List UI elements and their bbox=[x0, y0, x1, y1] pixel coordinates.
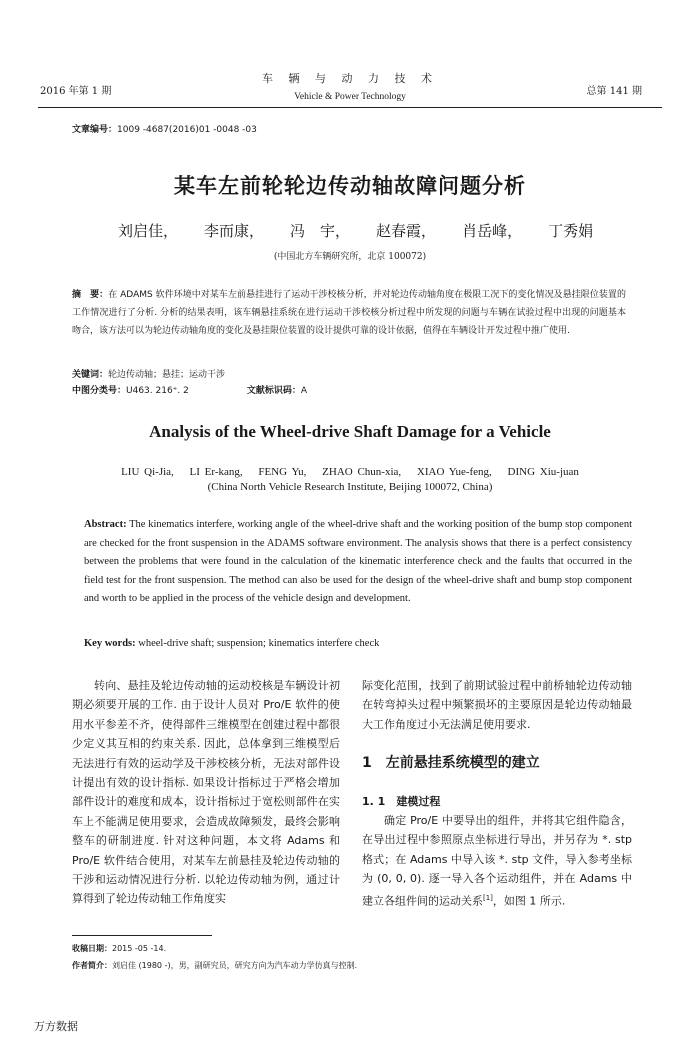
cn-abstract-label: 摘 要： bbox=[72, 290, 109, 300]
en-keywords bbox=[84, 638, 379, 649]
en-abstract-text: The kinematics interfere, working angle of the wheel-drive shaft and the working position of the bump stop component are checked for the front suspension in the ADAMS software environment. The analysis shows that there is a perfect consistency between the problems that were found in the calculation of the kinematic interference check and the faults that occurred in the field test for the front suspension. The method can also be used for the design of the wheel-drive shaft and bump stop component and worth to be applied in the process of the vehicle design and development. bbox=[84, 519, 633, 604]
cn-authors bbox=[118, 220, 593, 241]
bio-text: 刘启佳 (1980 -)，男，副研究员，研究方向为汽车动力学仿真与控制. bbox=[112, 961, 358, 970]
journal-name-cn: 车 辆 与 动 力 技 术 bbox=[262, 72, 438, 85]
bio-label: 作者简介： bbox=[72, 961, 112, 970]
body-left-column bbox=[72, 676, 340, 909]
article-number-value: 1009 -4687(2016)01 -0048 -03 bbox=[117, 125, 257, 135]
journal-name-en: Vehicle & Power Technology bbox=[294, 92, 406, 102]
cn-class-value: U463. 216⁺. 2 bbox=[126, 386, 189, 396]
cn-author: 赵春霞， bbox=[376, 222, 437, 240]
modeling-paragraph bbox=[362, 811, 632, 911]
body-right-column bbox=[362, 676, 632, 911]
cn-author: 刘启佳， bbox=[118, 222, 179, 240]
en-abstract-label: Abstract: bbox=[84, 519, 127, 530]
cn-title: 某车左前轮轮边传动轴故障问题分析 bbox=[174, 174, 526, 198]
received-date: 2015 -05 -14. bbox=[112, 944, 167, 953]
header-issue: 2016 年第 1 期 bbox=[40, 86, 112, 97]
cn-doc-label: 文献标识码： bbox=[246, 386, 301, 396]
cn-abstract bbox=[72, 286, 626, 340]
en-title: Analysis of the Wheel-drive Shaft Damage for a Vehicle bbox=[149, 422, 551, 441]
cn-classification bbox=[72, 382, 626, 400]
intro-paragraph-continued: 际变化范围，找到了前期试验过程中前桥轴轮边传动轴在转弯掉头过程中频繁损坏的主要原因是轮边传动轴最大工作角度过小无法满足使用要求. bbox=[362, 679, 632, 731]
received-label: 收稿日期： bbox=[72, 944, 112, 953]
modeling-text: 确定 Pro/E 中要导出的组件，并将其它组件隐含，在导出过程中参照原点坐标进行导出，并另存为 *. stp 格式；在 Adams 中导入该 *. stp 文件，导入参考坐标为 (0, 0, 0). 逐一导入各个运动组件，并在 Adams 中建立各组件间的运动关系 bbox=[362, 814, 632, 908]
cn-affiliation: (中国北方车辆研究所，北京 100072) bbox=[273, 252, 427, 262]
footnote-received bbox=[72, 943, 166, 954]
cn-doc-value: A bbox=[300, 386, 308, 396]
watermark: 万方数据 bbox=[34, 1020, 78, 1033]
modeling-text-end: ，如图 1 所示. bbox=[492, 894, 566, 908]
en-affiliation: (China North Vehicle Research Institute, Beijing 100072, China) bbox=[207, 481, 493, 493]
article-number-label: 文章编号： bbox=[72, 125, 118, 135]
header-total-issue: 总第 141 期 bbox=[586, 86, 642, 97]
citation-ref[interactable]: [1] bbox=[483, 893, 493, 902]
section-1-1-heading: 1. 1 建模过程 bbox=[362, 794, 441, 808]
cn-author: 冯 宇， bbox=[290, 222, 351, 240]
en-abstract bbox=[84, 516, 632, 609]
cn-author: 肖岳峰， bbox=[462, 222, 523, 240]
cn-author: 丁秀娟 bbox=[548, 222, 594, 240]
cn-class-label: 中图分类号： bbox=[72, 386, 127, 396]
footnote-author-bio bbox=[72, 960, 357, 971]
section-1-heading: 1 左前悬挂系统模型的建立 bbox=[362, 755, 540, 772]
en-keywords-label: Key words: bbox=[84, 638, 136, 649]
cn-keywords-label: 关键词： bbox=[72, 370, 109, 380]
header-divider bbox=[38, 107, 662, 108]
en-keywords-text: wheel-drive shaft; suspension; kinematics interfere check bbox=[138, 638, 380, 649]
en-authors: LIU Qi-Jia, LI Er-kang, FENG Yu, ZHAO Chun-xia, XIAO Yue-feng, DING Xiu-juan bbox=[121, 466, 579, 478]
article-number bbox=[72, 122, 257, 135]
cn-keywords-text: 轮边传动轴；悬挂；运动干涉 bbox=[108, 370, 226, 380]
cn-abstract-text: 在 ADAMS 软件环境中对某车左前悬挂进行了运动干涉校核分析，并对轮边传动轴角度在极限工况下的变化情况及悬挂限位装置的工作情况进行了分析. 分析的结果表明，该车辆悬挂系统在进行运动干涉校核分析过程中所发现的问题与车辆在试验过程中出现的问题基本吻合，该方法可以为轮边传动轴角度的变化及悬挂限位装置的设计提供可靠的设计依据，值得在车辆设计开发过程中推广使用. bbox=[72, 290, 626, 336]
intro-paragraph: 转向、悬挂及轮边传动轴的运动校核是车辆设计初期必须要开展的工作. 由于设计人员对 Pro/E 软件的使用水平参差不齐，使得部件三维模型在创建过程中都很少定义其互相的约束关系. 因此，总体拿到三维模型后无法进行有效的运动学及干涉校核分析，无法对部件设计提出有效的设计指标. 如果设计指标过于严格会增加部件设计的难度和成本，设计指标过于宽松则部件在实车上不能满足使用要求，会造成故障频发，最终会影响整车的研制进度. 针对这种问题，本文将 Adams 和 Pro/E 软件结合使用，对某车左前悬挂及轮边传动轴的干涉和运动情况进行分析. 以轮边传动轴为例，通过计算得到了轮边传动轴工作角度实 bbox=[72, 679, 340, 906]
footnote-divider bbox=[72, 935, 212, 936]
cn-doc-code bbox=[247, 386, 307, 396]
cn-author: 李而康， bbox=[204, 222, 265, 240]
